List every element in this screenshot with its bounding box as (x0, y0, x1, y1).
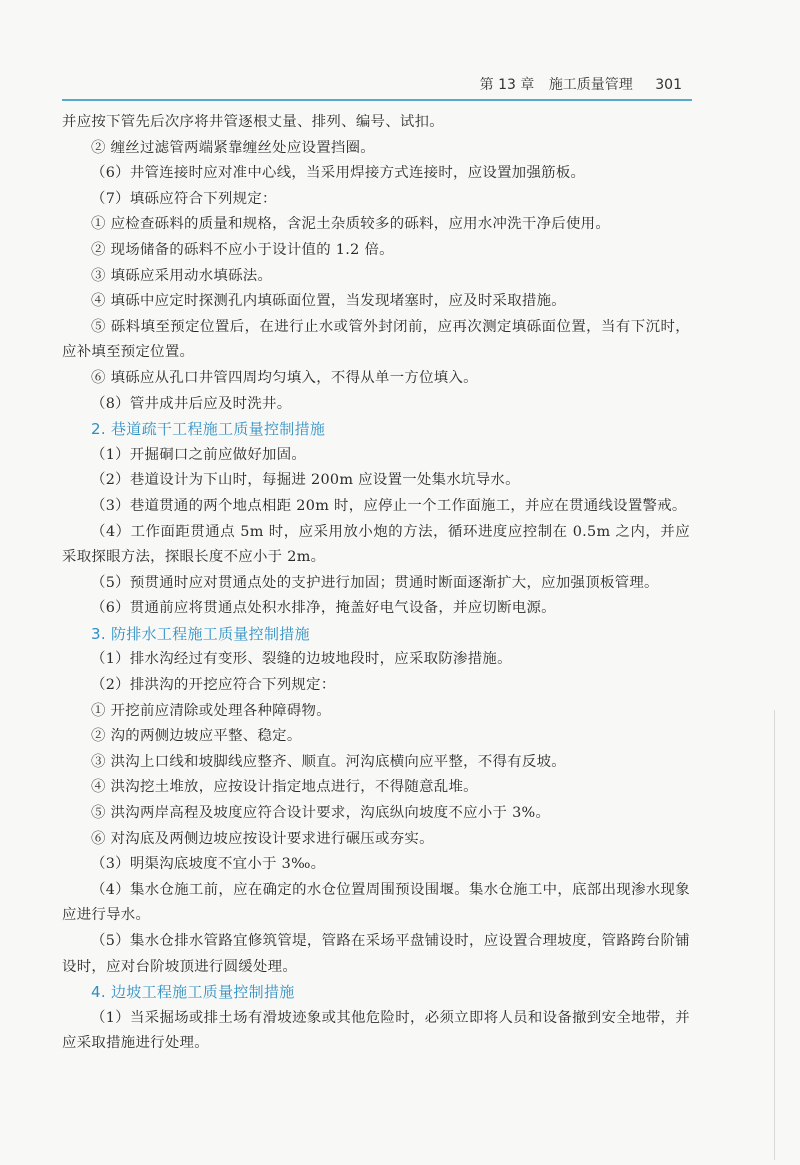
list-item: ① 应检查砾料的质量和规格，含泥土杂质较多的砾料，应用水冲洗干净后使用。 (91, 216, 611, 233)
paragraph: （5）集水仓排水管路宜修筑管堤，管路在采场平盘铺设时，应设置合理坡度，管路跨台阶铺设时，应对台阶坡顶进行圆缓处理。 (62, 933, 690, 975)
list-item: ③ 洪沟上口线和坡脚线应整齐、顺直。河沟底横向应平整，不得有反坡。 (91, 753, 566, 770)
list-item: （8）管井成井后应及时洗井。 (91, 395, 292, 412)
list-item: ⑥ 填砾应从孔口井管四周均匀填入，不得从单一方位填入。 (91, 369, 478, 386)
chapter-title: 施工质量管理 (548, 77, 633, 93)
list-item: （3）明渠沟底坡度不宜小于 3‰。 (91, 856, 326, 873)
body-text (62, 110, 690, 1057)
list-item: （6）井管连接时应对准中心线，当采用焊接方式连接时，应设置加强筋板。 (91, 165, 586, 182)
paragraph: ⑤ 砾料填至预定位置后，在进行止水或管外封闭前，应再次测定填砾面位置，当有下沉时，应补填至预定位置。 (62, 318, 690, 361)
continued-line: 并应按下管先后次序将井管逐根丈量、排列、编号、试扣。 (62, 114, 444, 130)
list-item: （1）排水沟经过有变形、裂缝的边坡地段时，应采取防渗措施。 (91, 651, 512, 668)
list-item: ⑤ 洪沟两岸高程及坡度应符合设计要求，沟底纵向坡度不应小于 3%。 (91, 805, 551, 822)
list-item: ② 缠丝过滤管两端紧靠缠丝处应设置挡圈。 (91, 139, 375, 156)
list-item: ② 现场储备的砾料不应小于设计值的 1.2 倍。 (91, 241, 394, 258)
paragraph: （5）预贯通时应对贯通点处的支护进行加固；贯通时断面逐渐扩大，应加强顶板管理。 (91, 574, 659, 591)
list-item: ③ 填砾应采用动水填砾法。 (91, 267, 273, 284)
section-heading: 2. 巷道疏干工程施工质量控制措施 (91, 420, 326, 439)
paragraph: （1）当采掘场或排土场有滑坡迹象或其他危险时，必须立即将人员和设备撤到安全地带，并应采取措施进行处理。 (62, 1009, 690, 1052)
list-item: （2）巷道设计为下山时，每掘进 200m 应设置一处集水坑导水。 (91, 472, 520, 489)
header-rule (62, 99, 692, 101)
list-item: （1）开掘硐口之前应做好加固。 (91, 446, 307, 463)
list-item: ① 开挖前应清除或处理各种障碍物。 (91, 702, 331, 719)
page-edge-shadow (774, 710, 775, 1160)
running-header (62, 74, 690, 98)
list-item: ④ 填砾中应定时探测孔内填砾面位置，当发现堵塞时，应及时采取措施。 (91, 293, 566, 310)
list-item: ② 沟的两侧边坡应平整、稳定。 (91, 728, 302, 745)
header-text (480, 74, 682, 94)
paragraph: （4）工作面距贯通点 5m 时，应采用放小炮的方法，循环进度应控制在 0.5m 之内，并应采取探眼方法，探眼长度不应小于 2m。 (62, 523, 690, 566)
list-item: ④ 洪沟挖土堆放，应按设计指定地点进行，不得随意乱堆。 (91, 779, 478, 796)
section-heading: 3. 防排水工程施工质量控制措施 (91, 624, 310, 643)
list-item: （6）贯通前应将贯通点处积水排净，掩盖好电气设备，并应切断电源。 (91, 600, 556, 617)
paragraph: （3）巷道贯通的两个地点相距 20m 时，应停止一个工作面施工，并应在贯通线设置警戒。 (91, 497, 687, 514)
page-number: 301 (655, 77, 682, 93)
list-item: （2）排洪沟的开挖应符合下列规定： (91, 677, 336, 694)
section-heading: 4. 边坡工程施工质量控制措施 (91, 983, 295, 1002)
list-item: （7）填砾应符合下列规定： (91, 190, 277, 207)
chapter-number: 第 13 章 (479, 77, 535, 93)
list-item: ⑥ 对沟底及两侧边坡应按设计要求进行碾压或夯实。 (91, 830, 434, 847)
paragraph: （4）集水仓施工前，应在确定的水仓位置周围预设围堰。集水仓施工中，底部出现渗水现象应进行导水。 (62, 881, 690, 924)
